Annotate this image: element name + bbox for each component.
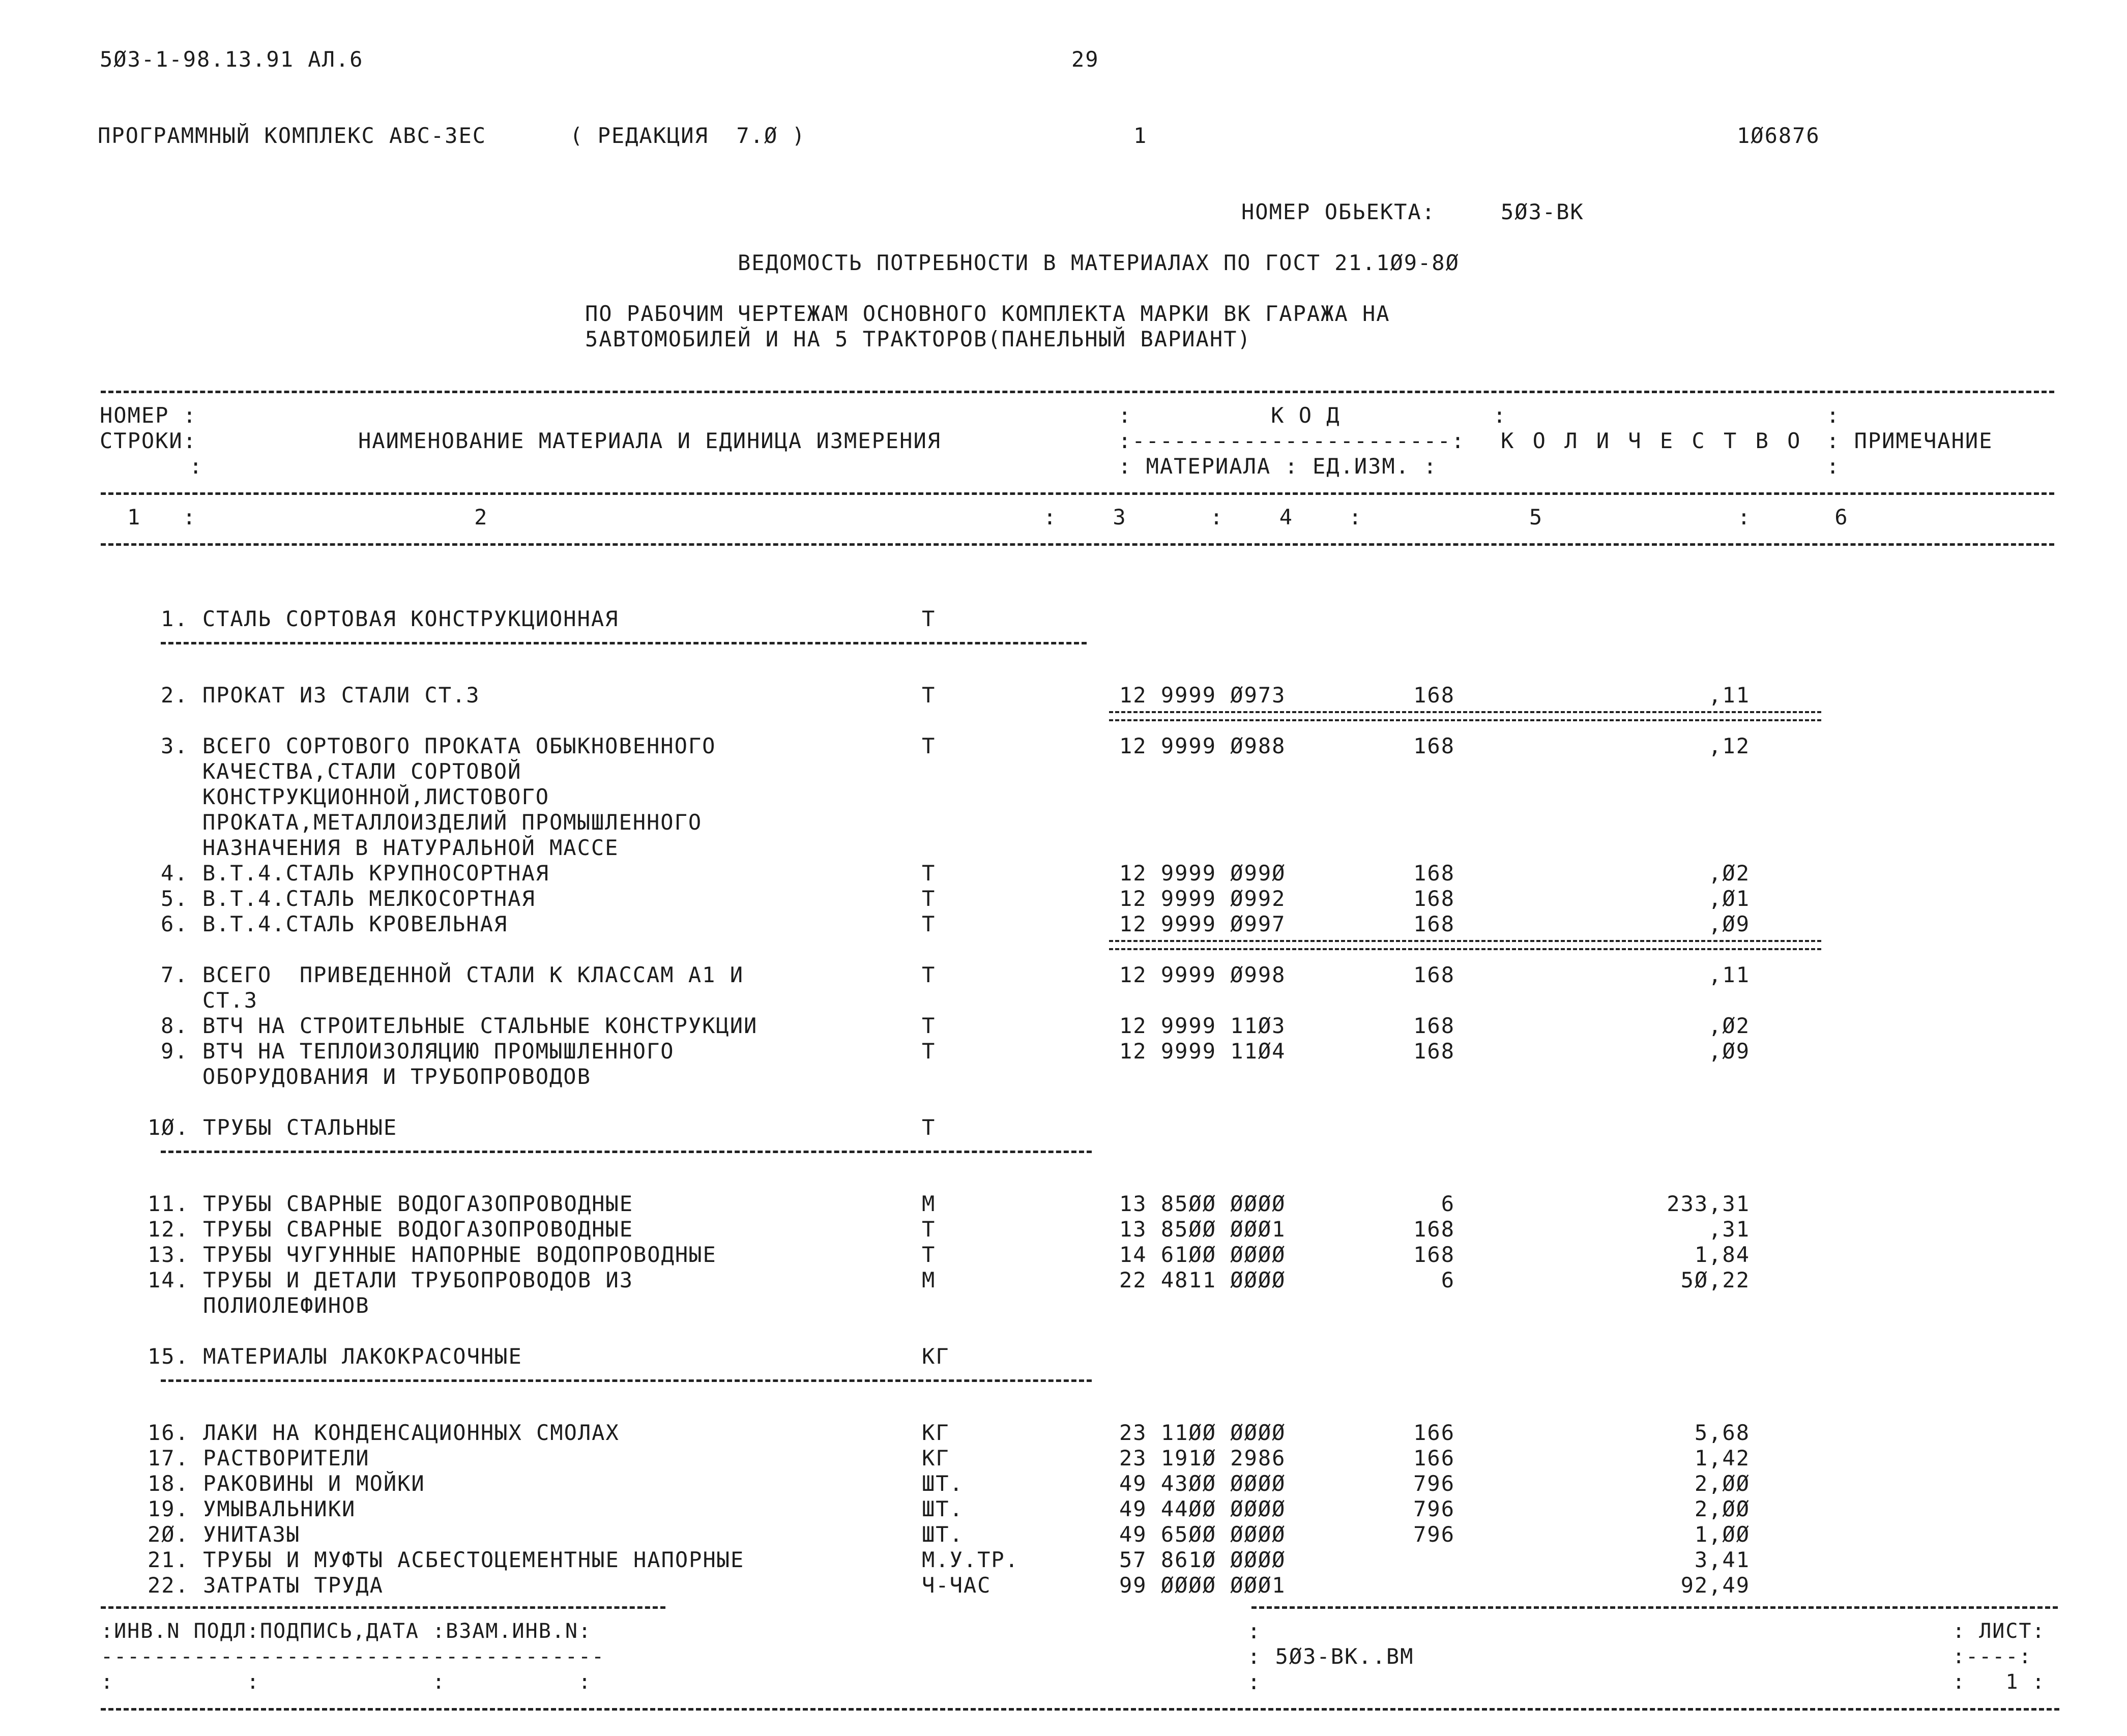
row-8-name: 8. ВТЧ НА СТРОИТЕЛЬНЫЕ СТАЛЬНЫЕ КОНСТРУКЦИИ (161, 1013, 758, 1038)
row-15-unit: КГ (922, 1344, 950, 1369)
row-19-code: 49 44ØØ ØØØØ (1119, 1496, 1286, 1521)
page-number: 29 (1071, 47, 1099, 72)
row-2-name: 2. ПРОКАТ ИЗ СТАЛИ СТ.3 (161, 683, 480, 708)
edition: ( РЕДАКЦИЯ 7.Ø ) (570, 123, 806, 148)
row-18-name: 18. РАКОВИНЫ И МОЙКИ (148, 1471, 425, 1496)
row-13-ed: 168 (1413, 1242, 1455, 1267)
row-17-name: 17. РАСТВОРИТЕЛИ (148, 1446, 370, 1470)
row-18-ed: 796 (1413, 1471, 1455, 1496)
row-8-code: 12 9999 11Ø3 (1119, 1013, 1286, 1038)
row-6-ed: 168 (1413, 911, 1455, 936)
row-8-unit: Т (922, 1013, 936, 1038)
section-underline (161, 1151, 1092, 1153)
doc-code: 5Ø3-1-98.13.91 АЛ.6 (100, 47, 364, 72)
row-5-unit: Т (922, 886, 936, 911)
row-20-code: 49 65ØØ ØØØØ (1119, 1522, 1286, 1547)
row-7-name-line-2: СТ.3 (161, 988, 258, 1013)
page-title: ВЕДОМОСТЬ ПОТРЕБНОСТИ В МАТЕРИАЛАХ ПО ГОСТ 21.1Ø9-8Ø (738, 250, 1460, 275)
row-17-qty: 1,42 (1694, 1446, 1750, 1470)
row-2-qty: ,11 (1708, 683, 1750, 708)
row-12-unit: Т (922, 1217, 936, 1242)
col-note-colon-bottom: : (1826, 454, 1841, 479)
row-22-code: 99 ØØØØ ØØØ1 (1119, 1573, 1286, 1598)
row-14-name-line-2: ПОЛИОЛЕФИНОВ (148, 1293, 370, 1318)
row-3-name-line-5: НАЗНАЧЕНИЯ В НАТУРАЛЬНОЙ МАССЕ (161, 835, 619, 860)
row-18-qty: 2,ØØ (1694, 1471, 1750, 1496)
row-7-name-line-1: 7. ВСЕГО ПРИВЕДЕННОЙ СТАЛИ К КЛАССАМ А1 И (161, 962, 744, 987)
stamp-header: :ИНВ.N ПОДЛ:ПОДПИСЬ,ДАТА :ВЗАМ.ИНВ.N: (101, 1620, 592, 1643)
row-3-qty: ,12 (1708, 733, 1750, 758)
subtitle-line-2: 5АВТОМОБИЛЕЙ И НА 5 ТРАКТОРОВ(ПАНЕЛЬНЫЙ ВАРИАНТ) (585, 327, 1251, 351)
row-4-code: 12 9999 Ø99Ø (1119, 861, 1286, 886)
row-9-qty: ,Ø9 (1708, 1039, 1750, 1064)
row-1-unit: Т (922, 606, 936, 631)
row-11-unit: М (922, 1191, 936, 1216)
row-11-name: 11. ТРУБЫ СВАРНЫЕ ВОДОГАЗОПРОВОДНЫЕ (148, 1191, 634, 1216)
section-underline (161, 1379, 1092, 1382)
doc-ref-colon-bottom: : (1247, 1669, 1262, 1694)
row-22-unit: Ч-ЧАС (922, 1573, 992, 1598)
col-row-no-label-2: СТРОКИ: (100, 428, 197, 453)
col-code-header-divider: :-----------------------: (1118, 428, 1466, 453)
column-number-row: 1 : 2 : 3 : 4 : 5 : 6 (127, 505, 1849, 529)
col-code-header-top: : К О Д : (1118, 403, 1507, 428)
row-4-unit: Т (922, 861, 936, 886)
row-17-unit: КГ (922, 1446, 950, 1470)
row-2-unit: Т (922, 683, 936, 708)
stamp-cells: : : : : (101, 1670, 592, 1694)
row-8-qty: ,Ø2 (1708, 1013, 1750, 1038)
header-rule-bottom (101, 543, 2054, 546)
row-11-qty: 233,31 (1667, 1191, 1750, 1216)
object-value: 5Ø3-ВК (1501, 199, 1584, 224)
row-22-name: 22. ЗАТРАТЫ ТРУДА (148, 1573, 384, 1598)
row-3-unit: Т (922, 733, 936, 758)
row-13-code: 14 61ØØ ØØØØ (1119, 1242, 1286, 1267)
doc-number: 1Ø6876 (1737, 123, 1820, 148)
row-3-ed: 168 (1413, 733, 1455, 758)
row-16-qty: 5,68 (1694, 1420, 1750, 1445)
row-12-name: 12. ТРУБЫ СВАРНЫЕ ВОДОГАЗОПРОВОДНЫЕ (148, 1217, 634, 1242)
row-4-qty: ,Ø2 (1708, 861, 1750, 886)
row-13-qty: 1,84 (1694, 1242, 1750, 1267)
sheet-divider: :----: (1953, 1645, 2032, 1668)
subtitle-line-1: ПО РАБОЧИМ ЧЕРТЕЖАМ ОСНОВНОГО КОМПЛЕКТА МАРКИ ВК ГАРАЖА НА (585, 301, 1390, 326)
stamp-divider: -------------------------------------- (101, 1645, 605, 1668)
row-19-name: 19. УМЫВАЛЬНИКИ (148, 1496, 356, 1521)
row-16-unit: КГ (922, 1420, 950, 1445)
header-rule-middle (101, 492, 2054, 495)
row-21-qty: 3,41 (1694, 1547, 1750, 1572)
subtotal-double-rule (1109, 940, 1821, 950)
col-note-header: : ПРИМЕЧАНИЕ (1826, 428, 1993, 453)
row-9-ed: 168 (1413, 1039, 1455, 1064)
row-14-code: 22 4811 ØØØØ (1119, 1268, 1286, 1292)
row-8-ed: 168 (1413, 1013, 1455, 1038)
row-22-qty: 92,49 (1680, 1573, 1750, 1598)
row-4-name: 4. В.Т.4.СТАЛЬ КРУПНОСОРТНАЯ (161, 861, 550, 886)
row-19-qty: 2,ØØ (1694, 1496, 1750, 1521)
row-17-ed: 166 (1413, 1446, 1455, 1470)
stamp-rule-top (101, 1606, 665, 1609)
row-15-name: 15. МАТЕРИАЛЫ ЛАКОКРАСОЧНЫЕ (148, 1344, 522, 1369)
row-7-ed: 168 (1413, 962, 1455, 987)
row-17-code: 23 191Ø 2986 (1119, 1446, 1286, 1470)
row-21-name: 21. ТРУБЫ И МУФТЫ АСБЕСТОЦЕМЕНТНЫЕ НАПОРНЫЕ (148, 1547, 745, 1572)
sheet-value: : 1 : (1953, 1670, 2046, 1694)
row-9-code: 12 9999 11Ø4 (1119, 1039, 1286, 1064)
row-18-code: 49 43ØØ ØØØØ (1119, 1471, 1286, 1496)
row-14-qty: 5Ø,22 (1680, 1268, 1750, 1292)
row-7-qty: ,11 (1708, 962, 1750, 987)
row-9-name-line-2: ОБОРУДОВАНИЯ И ТРУБОПРОВОДОВ (161, 1064, 591, 1089)
sheet-label: : ЛИСТ: (1953, 1620, 2046, 1643)
row-14-unit: М (922, 1268, 936, 1292)
row-6-code: 12 9999 Ø997 (1119, 911, 1286, 936)
row-5-qty: ,Ø1 (1708, 886, 1750, 911)
program-name: ПРОГРАММНЫЙ КОМПЛЕКС АВС-3ЕС (98, 123, 487, 148)
row-2-ed: 168 (1413, 683, 1455, 708)
row-9-name-line-1: 9. ВТЧ НА ТЕПЛОИЗОЛЯЦИЮ ПРОМЫШЛЕННОГО (161, 1039, 675, 1064)
doc-reference: : 5Ø3-ВК..ВМ (1247, 1644, 1414, 1669)
row-7-unit: Т (922, 962, 936, 987)
row-6-name: 6. В.Т.4.СТАЛЬ КРОВЕЛЬНАЯ (161, 911, 508, 936)
row-5-name: 5. В.Т.4.СТАЛЬ МЕЛКОСОРТНАЯ (161, 886, 536, 911)
row-9-unit: Т (922, 1039, 936, 1064)
row-20-name: 2Ø. УНИТАЗЫ (148, 1522, 301, 1547)
col-name-header: НАИМЕНОВАНИЕ МАТЕРИАЛА И ЕДИНИЦА ИЗМЕРЕНИЯ (358, 428, 942, 453)
col-row-no-label-3: : (189, 454, 203, 479)
col-quantity-header: К О Л И Ч Е С Т В О (1501, 428, 1803, 453)
row-20-ed: 796 (1413, 1522, 1455, 1547)
row-12-code: 13 85ØØ ØØØ1 (1119, 1217, 1286, 1242)
row-3-name-line-3: КОНСТРУКЦИОННОЙ,ЛИСТОВОГО (161, 784, 550, 809)
row-3-code: 12 9999 Ø988 (1119, 733, 1286, 758)
row-3-name-line-2: КАЧЕСТВА,СТАЛИ СОРТОВОЙ (161, 759, 522, 784)
row-21-unit: М.У.ТР. (922, 1547, 1019, 1572)
row-10-unit: Т (922, 1115, 936, 1140)
doc-ref-colon-top: : (1247, 1619, 1262, 1643)
row-20-unit: ШТ. (922, 1522, 964, 1547)
row-20-qty: 1,ØØ (1694, 1522, 1750, 1547)
title-block-rule-top (1251, 1606, 2058, 1609)
col-code-header-sub: : МАТЕРИАЛА : ЕД.ИЗМ. : (1118, 454, 1438, 479)
col-note-colon-top: : (1826, 403, 1841, 428)
footer-rule-bottom (101, 1708, 2059, 1711)
row-16-ed: 166 (1413, 1420, 1455, 1445)
row-4-ed: 168 (1413, 861, 1455, 886)
row-13-unit: Т (922, 1242, 936, 1267)
row-7-code: 12 9999 Ø998 (1119, 962, 1286, 987)
row-1-name: 1. СТАЛЬ СОРТОВАЯ КОНСТРУКЦИОННАЯ (161, 606, 619, 631)
col-row-no-label-1: НОМЕР : (100, 403, 197, 428)
row-14-ed: 6 (1441, 1268, 1455, 1292)
row-16-name: 16. ЛАКИ НА КОНДЕНСАЦИОННЫХ СМОЛАХ (148, 1420, 620, 1445)
row-21-code: 57 861Ø ØØØØ (1119, 1547, 1286, 1572)
row-16-code: 23 11ØØ ØØØØ (1119, 1420, 1286, 1445)
row-5-ed: 168 (1413, 886, 1455, 911)
section-underline (161, 642, 1087, 644)
row-6-qty: ,Ø9 (1708, 911, 1750, 936)
object-label: НОМЕР ОБЬЕКТА: (1241, 199, 1436, 224)
row-18-unit: ШТ. (922, 1471, 964, 1496)
row-2-code: 12 9999 Ø973 (1119, 683, 1286, 708)
row-3-name-line-1: 3. ВСЕГО СОРТОВОГО ПРОКАТА ОБЫКНОВЕННОГО (161, 733, 716, 758)
row-14-name-line-1: 14. ТРУБЫ И ДЕТАЛИ ТРУБОПРОВОДОВ ИЗ (148, 1268, 634, 1292)
row-10-name: 1Ø. ТРУБЫ СТАЛЬНЫЕ (148, 1115, 398, 1140)
row-11-code: 13 85ØØ ØØØØ (1119, 1191, 1286, 1216)
row-11-ed: 6 (1441, 1191, 1455, 1216)
row-6-unit: Т (922, 911, 936, 936)
subtotal-double-rule (1109, 711, 1821, 721)
row-19-unit: ШТ. (922, 1496, 964, 1521)
sheet-number: 1 (1133, 123, 1148, 148)
row-12-qty: ,31 (1708, 1217, 1750, 1242)
row-19-ed: 796 (1413, 1496, 1455, 1521)
header-rule-top (101, 391, 2054, 393)
row-3-name-line-4: ПРОКАТА,МЕТАЛЛОИЗДЕЛИЙ ПРОМЫШЛЕННОГО (161, 810, 703, 835)
row-13-name: 13. ТРУБЫ ЧУГУННЫЕ НАПОРНЫЕ ВОДОПРОВОДНЫЕ (148, 1242, 717, 1267)
row-5-code: 12 9999 Ø992 (1119, 886, 1286, 911)
row-12-ed: 168 (1413, 1217, 1455, 1242)
